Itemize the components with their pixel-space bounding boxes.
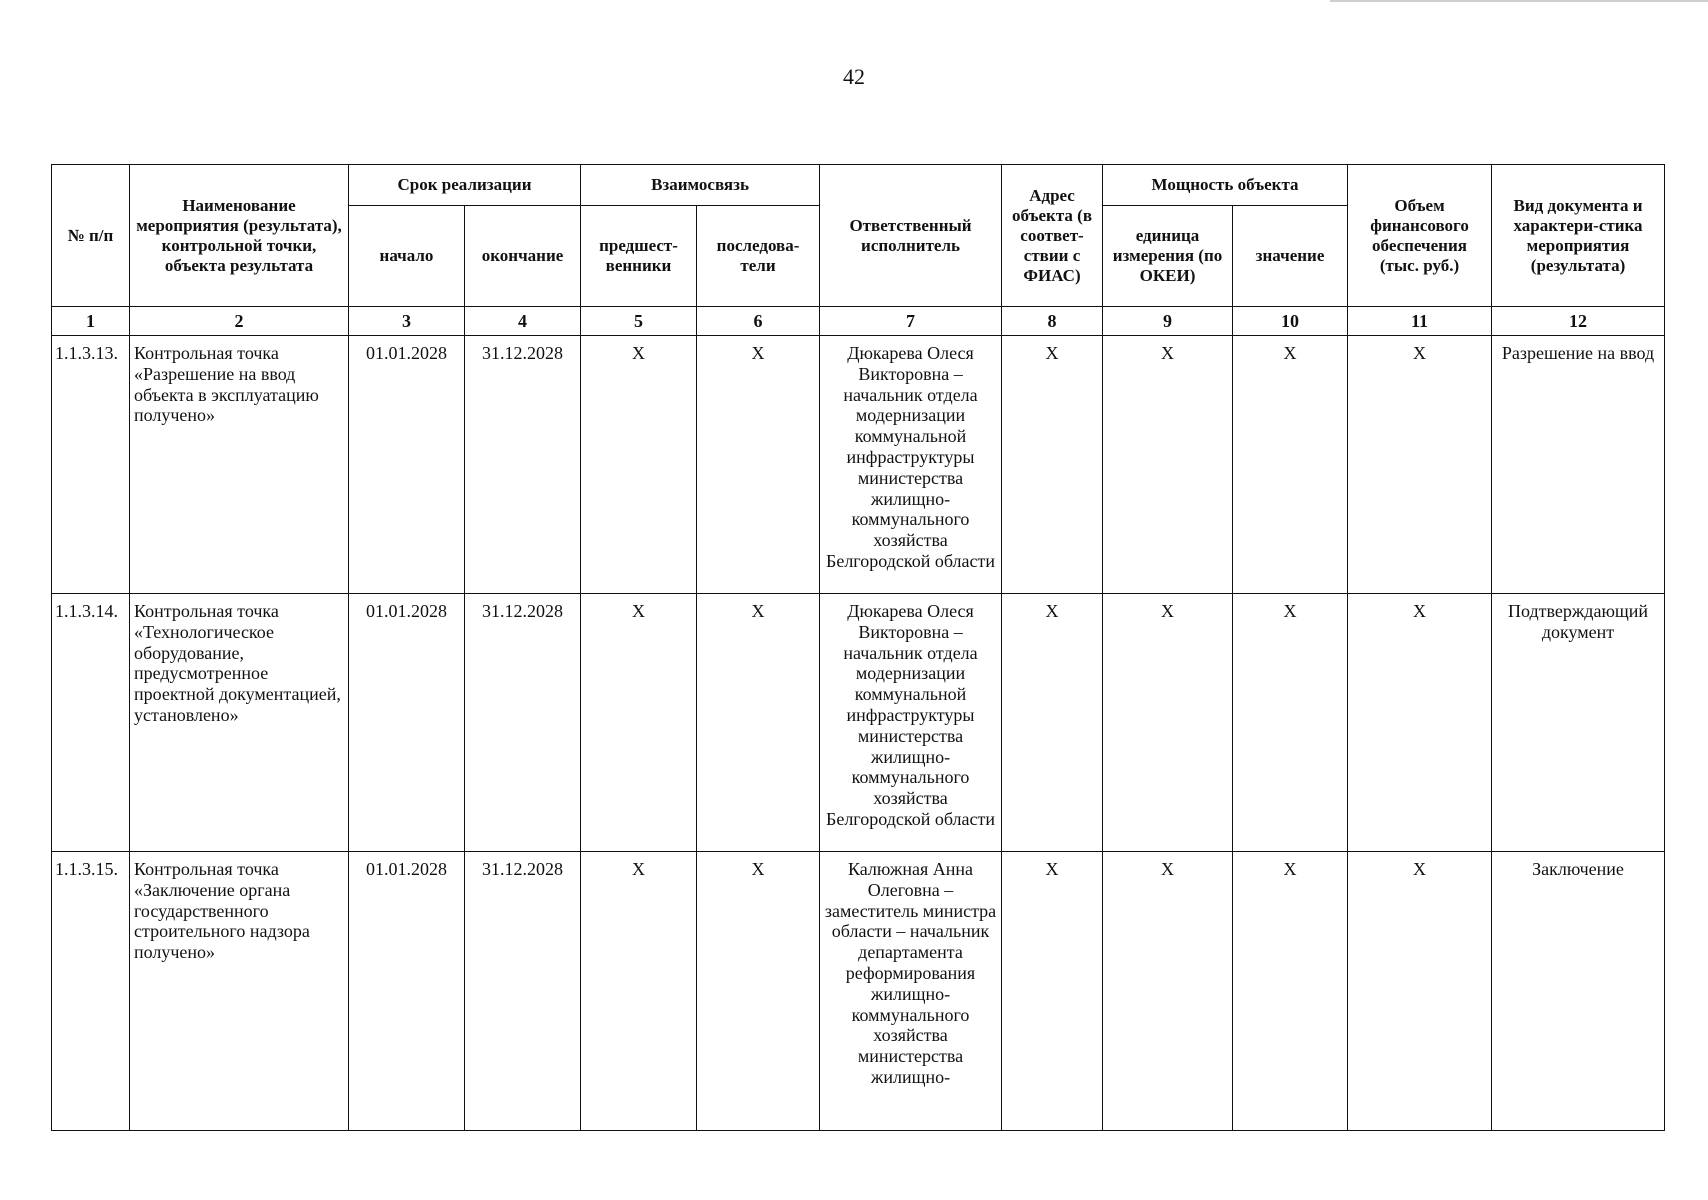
row-address: X xyxy=(1002,594,1103,852)
row-document: Подтверждающий документ xyxy=(1492,594,1665,852)
column-number: 10 xyxy=(1233,307,1348,336)
column-number: 6 xyxy=(697,307,820,336)
header-num: № п/п xyxy=(52,165,130,307)
row-financing: X xyxy=(1348,852,1492,1131)
column-number: 3 xyxy=(349,307,465,336)
column-number: 7 xyxy=(820,307,1002,336)
row-document: Заключение xyxy=(1492,852,1665,1131)
row-address: X xyxy=(1002,852,1103,1131)
header-unit: единица измерения (по ОКЕИ) xyxy=(1103,206,1233,307)
row-address: X xyxy=(1002,336,1103,594)
row-responsible: Калюжная Анна Олеговна – заместитель министра области – начальник департамента реформирования жилищно-коммунального хозяйства министерства жилищно- xyxy=(820,852,1002,1131)
row-end: 31.12.2028 xyxy=(465,594,581,852)
table-row xyxy=(52,594,1665,852)
header-capacity-group: Мощность объекта xyxy=(1103,165,1348,206)
plan-table-wrapper xyxy=(51,164,1665,1131)
row-value: X xyxy=(1233,336,1348,594)
header-predecessors: предшест-венники xyxy=(581,206,697,307)
header-financing: Объем финансового обеспечения (тыс. руб.) xyxy=(1348,165,1492,307)
row-name: Контрольная точка «Заключение органа государственного строительного надзора получено» xyxy=(130,852,349,1131)
page-number: 42 xyxy=(843,64,865,89)
header-start: начало xyxy=(349,206,465,307)
row-successors: X xyxy=(697,336,820,594)
header-value: значение xyxy=(1233,206,1348,307)
row-start: 01.01.2028 xyxy=(349,336,465,594)
column-number: 11 xyxy=(1348,307,1492,336)
row-financing: X xyxy=(1348,336,1492,594)
column-number: 5 xyxy=(581,307,697,336)
header-successors: последова-тели xyxy=(697,206,820,307)
row-successors: X xyxy=(697,594,820,852)
row-number: 1.1.3.15. xyxy=(52,852,130,1131)
table-row xyxy=(52,336,1665,594)
row-name: Контрольная точка «Технологическое оборудование, предусмотренное проектной документацией, установлено» xyxy=(130,594,349,852)
row-document: Разрешение на ввод xyxy=(1492,336,1665,594)
table-row xyxy=(52,852,1665,1131)
row-name: Контрольная точка «Разрешение на ввод объекта в эксплуатацию получено» xyxy=(130,336,349,594)
row-end: 31.12.2028 xyxy=(465,852,581,1131)
header-row-1 xyxy=(52,165,1665,206)
row-financing: X xyxy=(1348,594,1492,852)
row-predecessors: X xyxy=(581,594,697,852)
row-number: 1.1.3.13. xyxy=(52,336,130,594)
column-number: 9 xyxy=(1103,307,1233,336)
row-start: 01.01.2028 xyxy=(349,594,465,852)
row-value: X xyxy=(1233,594,1348,852)
scan-artifact-line xyxy=(1330,0,1708,2)
column-number: 4 xyxy=(465,307,581,336)
header-end: окончание xyxy=(465,206,581,307)
header-name: Наименование мероприятия (результата), контрольной точки, объекта результата xyxy=(130,165,349,307)
row-end: 31.12.2028 xyxy=(465,336,581,594)
row-unit: X xyxy=(1103,594,1233,852)
column-number: 12 xyxy=(1492,307,1665,336)
header-document: Вид документа и характери-стика мероприятия (результата) xyxy=(1492,165,1665,307)
plan-table xyxy=(51,164,1665,1131)
column-number: 2 xyxy=(130,307,349,336)
row-predecessors: X xyxy=(581,852,697,1131)
row-predecessors: X xyxy=(581,336,697,594)
row-unit: X xyxy=(1103,852,1233,1131)
column-number: 1 xyxy=(52,307,130,336)
header-period-group: Срок реализации xyxy=(349,165,581,206)
row-unit: X xyxy=(1103,336,1233,594)
header-address: Адрес объекта (в соответ-ствии с ФИАС) xyxy=(1002,165,1103,307)
row-successors: X xyxy=(697,852,820,1131)
row-start: 01.01.2028 xyxy=(349,852,465,1131)
column-number: 8 xyxy=(1002,307,1103,336)
column-number-row xyxy=(52,307,1665,336)
row-number: 1.1.3.14. xyxy=(52,594,130,852)
row-value: X xyxy=(1233,852,1348,1131)
header-responsible: Ответственный исполнитель xyxy=(820,165,1002,307)
row-responsible: Дюкарева Олеся Викторовна – начальник отдела модернизации коммунальной инфраструктуры министерства жилищно-коммунального хозяйства Белгородской области xyxy=(820,594,1002,852)
header-relation-group: Взаимосвязь xyxy=(581,165,820,206)
row-responsible: Дюкарева Олеся Викторовна – начальник отдела модернизации коммунальной инфраструктуры министерства жилищно-коммунального хозяйства Белгородской области xyxy=(820,336,1002,594)
